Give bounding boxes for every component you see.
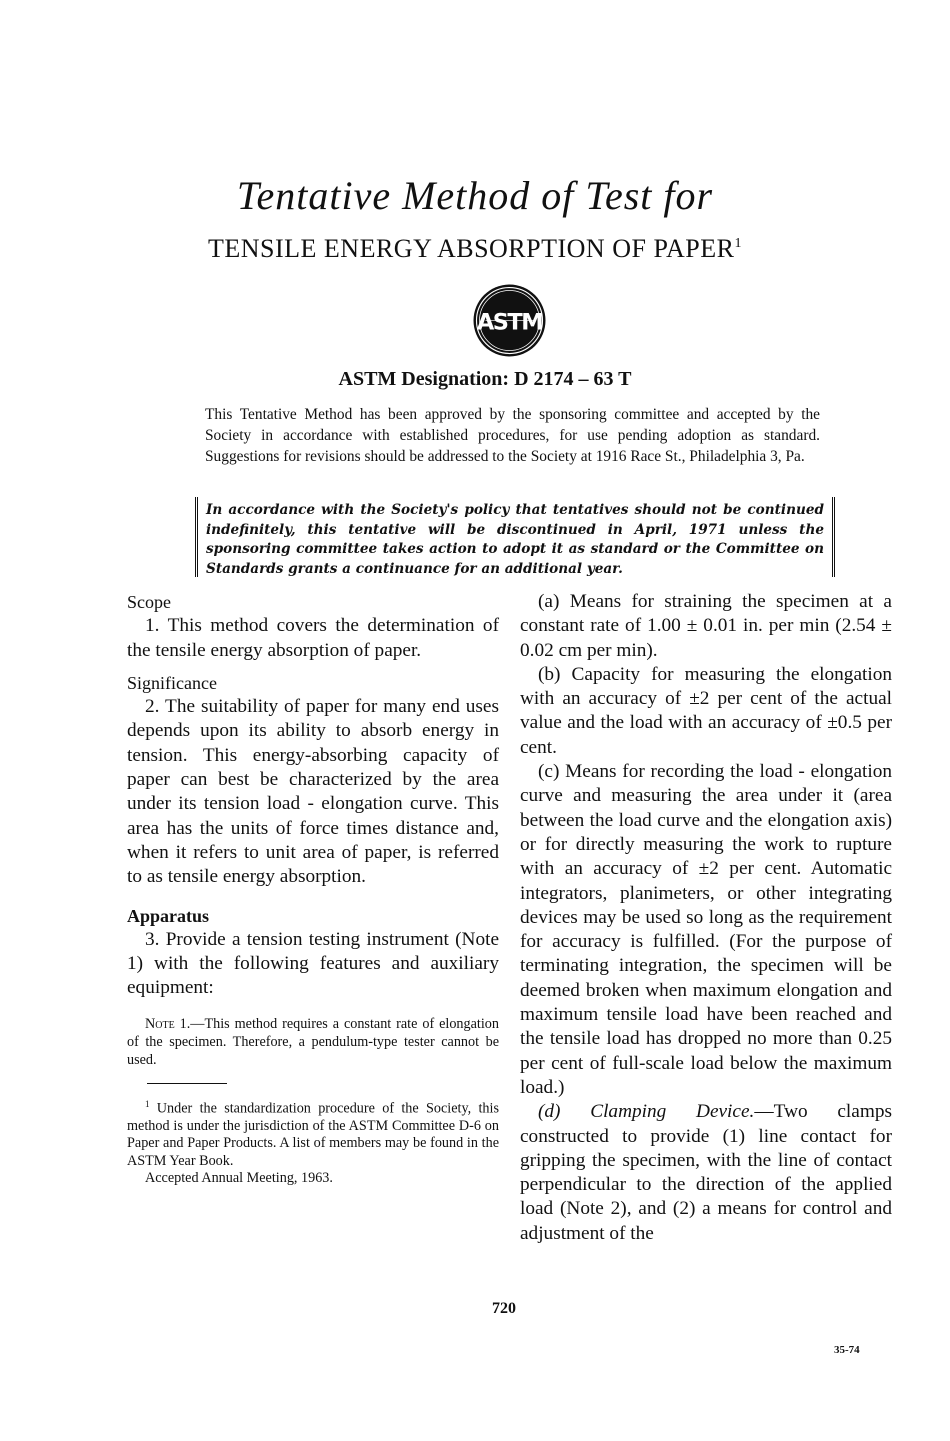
page-number: 720 xyxy=(492,1300,516,1317)
right-column xyxy=(520,590,892,1246)
item-d xyxy=(520,1100,892,1246)
item-d-label: (d) Clamping Device. xyxy=(538,1101,755,1123)
approval-statement xyxy=(205,404,820,467)
item-c: (c) Means for recording the load - elongation curve and measuring the area under it (area between the load curve and the elongation axis) or for directly measuring the work to rupture with an accuracy of ±2 per cent. Automatic integrators, planimeters, or other integrating devices may be used so long as the requirement for accuracy is fulfilled. (For the purpose of terminating integration, the specimen will be deemed broken when maximum elongation and maximum tensile load have been reached and the tensile load has dropped no more than 0.25 per cent of full-scale load below the maximum load.) xyxy=(520,761,892,1098)
item-b: (b) Capacity for measuring the elongation with an accuracy of ±2 per cent of the actual value and the load with an accuracy of ±0.5 per cent. xyxy=(520,663,892,758)
title-text: TENSILE ENERGY ABSORPTION OF PAPER xyxy=(208,234,735,263)
logo-text: ASTM xyxy=(476,309,543,336)
footnote-mark: 1 xyxy=(145,1098,150,1109)
apparatus-heading: Apparatus xyxy=(127,905,210,926)
footnote-divider xyxy=(147,1083,227,1084)
item-a: (a) Means for straining the specimen at a constant rate of 1.00 ± 0.01 in. per min (2.54 ± 0.02 cm per min). xyxy=(520,591,892,661)
document-title xyxy=(0,234,950,264)
note-text: —This method requires a constant rate of elongation of the specimen. Therefore, a pendulum-type tester cannot be used. xyxy=(127,1015,499,1068)
note-label: Note 1. xyxy=(145,1015,191,1032)
astm-designation: ASTM Designation: D 2174 – 63 T xyxy=(338,368,632,390)
scope-paragraph: 1. This method covers the determination of the tensile energy absorption of paper. xyxy=(127,615,499,661)
significance-heading: Significance xyxy=(127,672,217,693)
footnote-text: Under the standardization procedure of the Society, this method is under the jurisdiction of the ASTM Committee D-6 on Paper and Paper Products. A list of members may be found in the ASTM Year Book. xyxy=(127,1100,499,1169)
note-1 xyxy=(127,1015,499,1069)
document-code: 35-74 xyxy=(834,1344,860,1356)
astm-seal-icon xyxy=(472,283,547,358)
scope-heading: Scope xyxy=(127,592,171,612)
title-footnote-mark: 1 xyxy=(734,236,742,251)
accepted-note: Accepted Annual Meeting, 1963. xyxy=(145,1170,333,1187)
footnote-1 xyxy=(127,1096,499,1171)
left-column xyxy=(127,590,499,1188)
discontinuance-notice: In accordance with the Society's policy that tentatives should not be continued indefinitely, this tentative will be discontinued in April, 1971 unless the sponsoring committee takes action to adopt it as standard or the Committee on Standards grants a continuance for an additional year. xyxy=(195,497,835,577)
significance-paragraph: 2. The suitability of paper for many end uses depends upon its ability to absorb energy in tension. This energy-absorbing capacity of paper can best be characterized by the area under its tension load - elongation curve. This area has the units of force times distance and, when it refers to unit area of paper, is referred to as tensile energy absorption. xyxy=(127,696,499,888)
title-italic: Tentative Method of Test for xyxy=(236,173,714,218)
item-d-text: —Two clamps constructed to provide (1) line contact for gripping the specimen, with the line of contact perpendicular to the direction of the applied load (Note 2), and (2) a means for control and adjustment of the xyxy=(520,1101,892,1244)
apparatus-paragraph: 3. Provide a tension testing instrument (Note 1) with the following features and auxiliary equipment: xyxy=(127,928,499,999)
approval-text: This Tentative Method has been approved by the sponsoring committee and accepted by the Society in accordance with established procedures, for use pending adoption as standard. Suggestions for revisions should be addressed to the Society at 1916 Race St., Philadelphia 3, Pa. xyxy=(205,406,820,465)
